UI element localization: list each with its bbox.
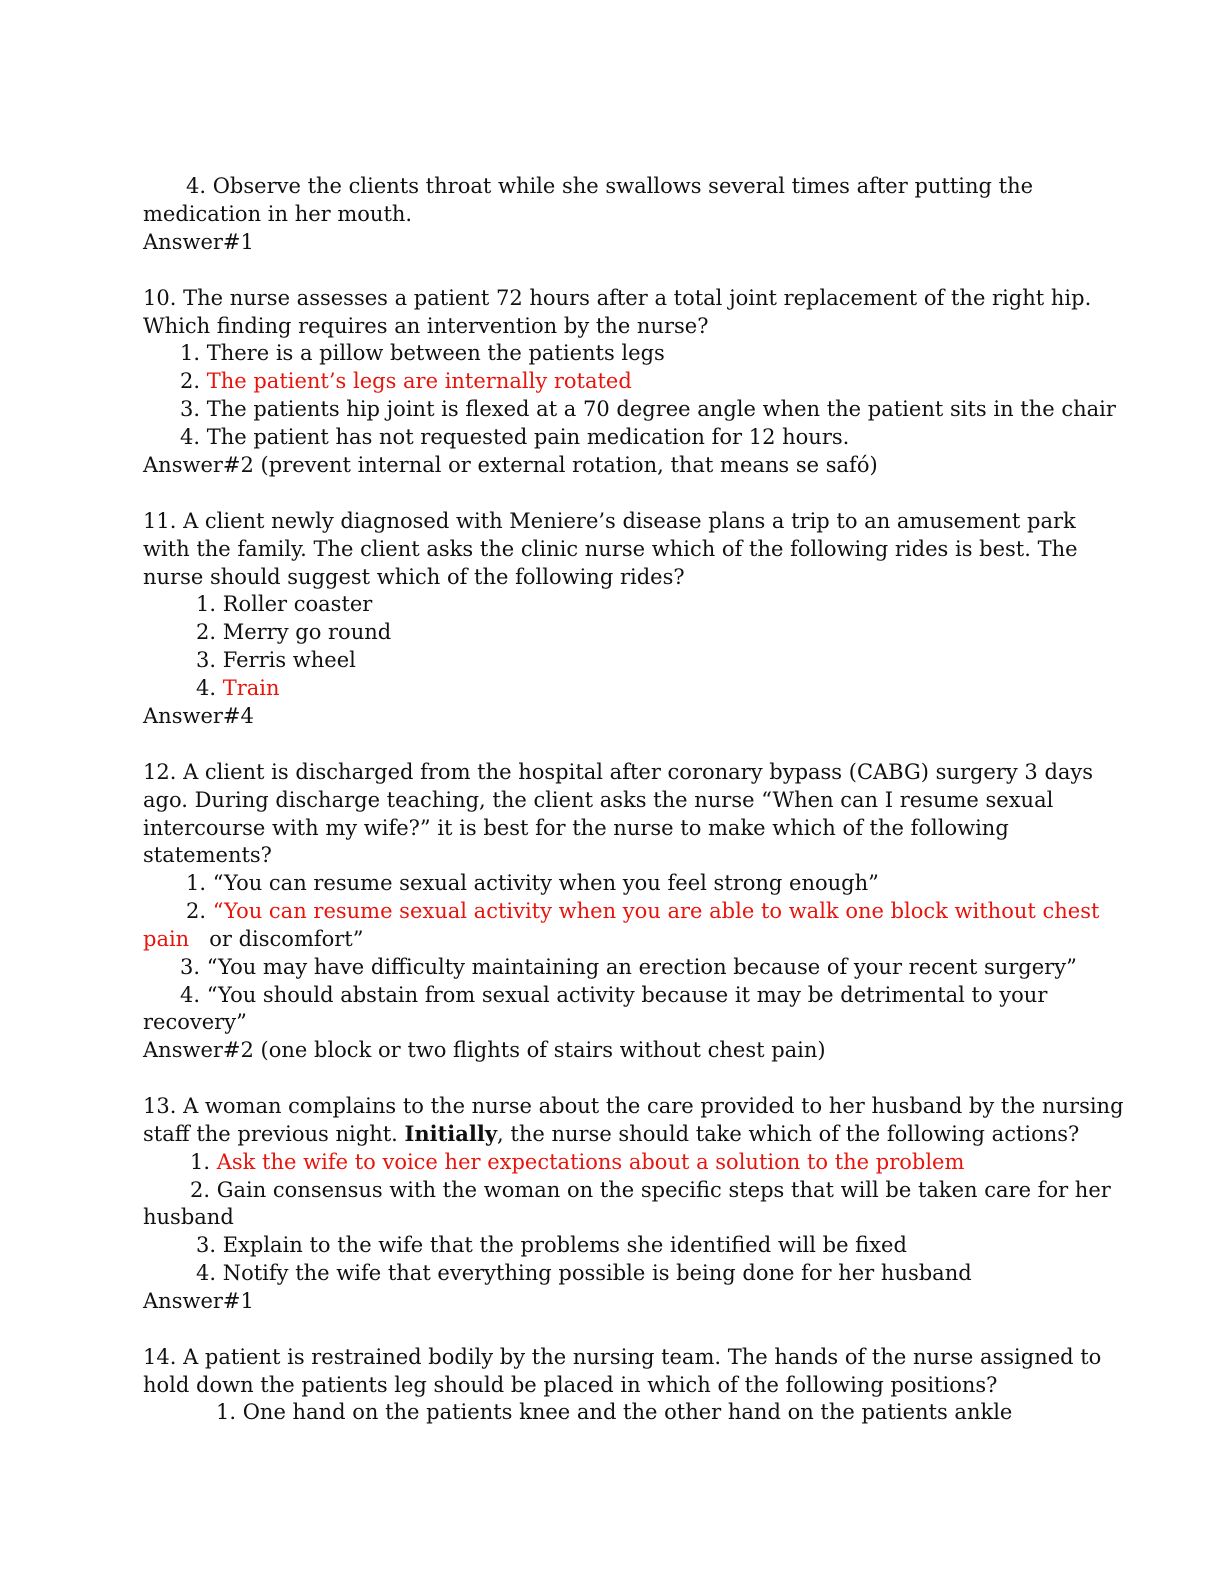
q10-option-3: 3. The patients hip joint is flexed at a 70 degree angle when the patient sits in the chair	[180, 397, 1116, 421]
q11-stem-line-1: 11. A client newly diagnosed with Meniere’s disease plans a trip to an amusement park	[143, 509, 1076, 533]
q12-option-2-continued-text: or discomfort”	[189, 927, 364, 951]
q13-stem-line-2-end: , the nurse should take which of the following actions?	[497, 1122, 1080, 1146]
q13-option-2-line-1: 2. Gain consensus with the woman on the specific steps that will be taken care for her	[190, 1178, 1111, 1202]
q12-option-2-continued	[143, 925, 363, 953]
q11-option-1: 1. Roller coaster	[196, 592, 373, 616]
q10-stem-line-1: 10. The nurse assesses a patient 72 hours after a total joint replacement of the right hip.	[143, 286, 1092, 310]
q13-stem-line-2-start: staff the previous night.	[143, 1122, 405, 1146]
q13-option-4: 4. Notify the wife that everything possible is being done for her husband	[196, 1261, 972, 1285]
q12-option-4-line-1: 4. “You should abstain from sexual activity because it may be detrimental to your	[180, 983, 1048, 1007]
q9-option-4-line-1: 4. Observe the clients throat while she swallows several times after putting the	[186, 174, 1034, 198]
q12-option-2-continued-red: pain	[143, 927, 190, 951]
q13-stem-line-2	[143, 1120, 1079, 1148]
q12-stem-line-4: statements?	[143, 843, 272, 867]
q13-stem-line-1: 13. A woman complains to the nurse about the care provided to her husband by the nursing	[143, 1094, 1124, 1118]
q10-option-2	[180, 367, 632, 395]
q11-option-4	[196, 674, 280, 702]
q13-stem-line-2-bold: Initially	[404, 1121, 498, 1146]
q11-stem-line-2: with the family. The client asks the clinic nurse which of the following rides is best. The	[143, 537, 1078, 561]
q14-stem-line-1: 14. A patient is restrained bodily by the nursing team. The hands of the nurse assigned to	[143, 1345, 1102, 1369]
q14-stem-line-2: hold down the patients leg should be placed in which of the following positions?	[143, 1373, 998, 1397]
q12-stem-line-2: ago. During discharge teaching, the client asks the nurse “When can I resume sexual	[143, 788, 1054, 812]
q9-option-4-line-2: medication in her mouth.	[143, 202, 413, 226]
q12-answer: Answer#2 (one block or two flights of stairs without chest pain)	[143, 1038, 826, 1062]
q11-option-4-text: Train	[222, 676, 280, 700]
q10-option-4: 4. The patient has not requested pain medication for 12 hours.	[180, 425, 850, 449]
q13-option-1	[190, 1148, 964, 1176]
q10-stem-line-2: Which finding requires an intervention by the nurse?	[143, 314, 709, 338]
q14-option-1: 1. One hand on the patients knee and the other hand on the patients ankle	[216, 1400, 1013, 1424]
q13-option-2-line-2: husband	[143, 1205, 234, 1229]
q13-option-3: 3. Explain to the wife that the problems she identified will be fixed	[196, 1233, 907, 1257]
q10-option-1: 1. There is a pillow between the patients legs	[180, 341, 665, 365]
q12-option-2-text: “You can resume sexual activity when you are able to walk one block without chest	[212, 899, 1100, 923]
q12-option-3: 3. “You may have difficulty maintaining an erection because of your recent surgery”	[180, 955, 1077, 979]
q13-answer: Answer#1	[143, 1289, 254, 1313]
q11-option-4-number: 4.	[196, 676, 223, 700]
q10-answer: Answer#2 (prevent internal or external rotation, that means se safó)	[143, 453, 878, 477]
q9-answer: Answer#1	[143, 230, 254, 254]
q11-answer: Answer#4	[143, 704, 254, 728]
q10-option-2-text: The patient’s legs are internally rotated	[206, 369, 632, 393]
q12-option-4-line-2: recovery”	[143, 1010, 247, 1034]
q13-option-1-number: 1.	[190, 1150, 217, 1174]
q12-option-2	[186, 897, 1099, 925]
q12-stem-line-1: 12. A client is discharged from the hospital after coronary bypass (CABG) surgery 3 days	[143, 760, 1094, 784]
q12-stem-line-3: intercourse with my wife?” it is best for the nurse to make which of the following	[143, 816, 1009, 840]
q12-option-1: 1. “You can resume sexual activity when you feel strong enough”	[186, 871, 879, 895]
q13-option-1-text: Ask the wife to voice her expectations about a solution to the problem	[216, 1150, 965, 1174]
q11-stem-line-3: nurse should suggest which of the following rides?	[143, 565, 685, 589]
q11-option-2: 2. Merry go round	[196, 620, 392, 644]
q12-option-2-number: 2.	[186, 899, 213, 923]
q10-option-2-number: 2.	[180, 369, 207, 393]
q11-option-3: 3. Ferris wheel	[196, 648, 356, 672]
